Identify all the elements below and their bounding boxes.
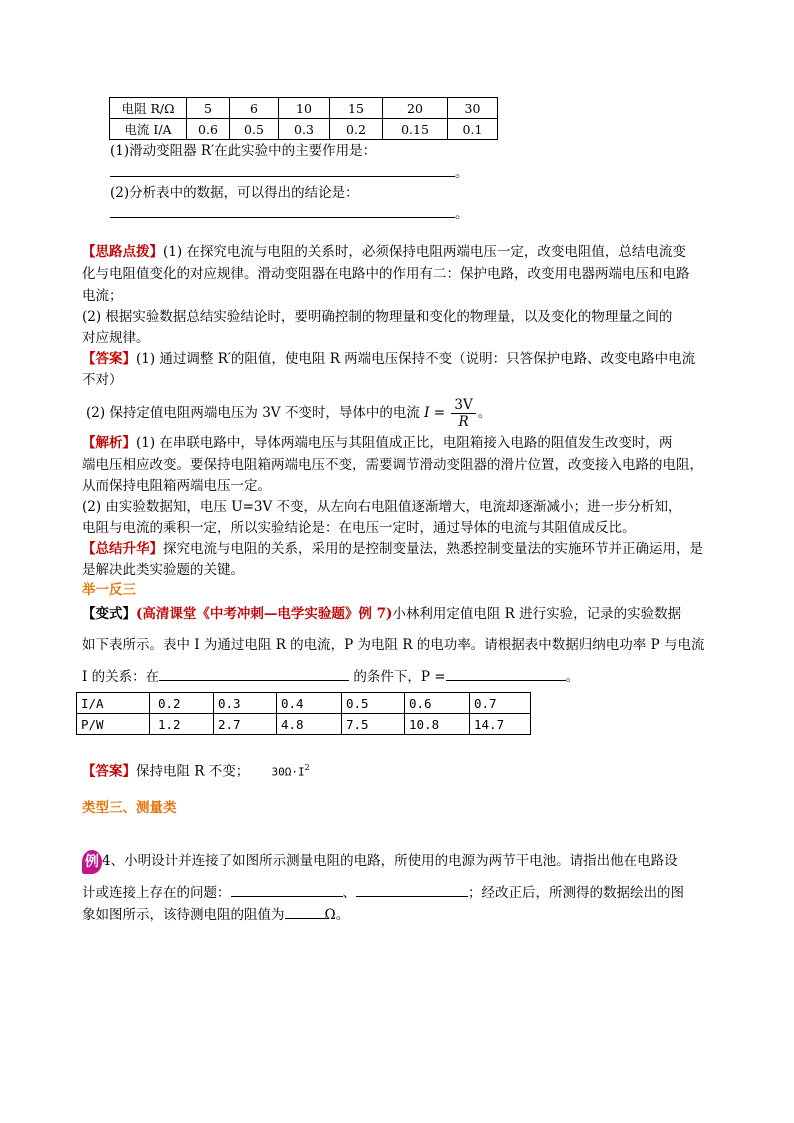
answer-tag: 【答案】 [82, 351, 136, 367]
bianshi-line-1 [82, 604, 681, 624]
bianshi-text: 的条件下，P = [353, 669, 446, 685]
answer2-formula: 30Ω·I [271, 765, 305, 779]
silu-line-5: 对应规律。 [82, 330, 150, 346]
question-2: (2)分析表中的数据，可以得出的结论是： [110, 185, 359, 201]
silu-line-2: 化与电阻值变化的对应规律。滑动变阻器在电路中的作用有二：保护电路，改变用电器两端电压和电路 [82, 266, 690, 282]
table-cell: 4.8 [277, 714, 342, 735]
jiexi-tag: 【解析】 [82, 435, 136, 451]
table-cell: 7.5 [342, 714, 405, 735]
ex4-text: 计或连接上存在的问题： [82, 885, 231, 901]
table-cell: 电阻 R/Ω [110, 98, 187, 119]
formula-denominator: R [458, 414, 469, 430]
table-cell: 5 [187, 98, 230, 119]
bianshi-tag: 【变式】 [82, 606, 136, 622]
question-1: (1)滑动变阻器 R′在此实验中的主要作用是： [110, 143, 377, 159]
table-cell: 10 [279, 98, 330, 119]
table-cell: 0.1 [448, 119, 498, 140]
blank-line[interactable] [231, 882, 343, 897]
table-cell: 2.7 [214, 714, 277, 735]
table-row [110, 98, 498, 119]
jiexi-line-2: 端电压相应改变。要保持电阻箱两端电压不变，需要调节滑动变阻器的滑片位置，改变接入电路的电阻， [82, 457, 703, 473]
answer2-text: 保持电阻 R 不变； [136, 763, 250, 780]
answer1-text: (1) 通过调整 R′的阻值，使电阻 R 两端电压保持不变（说明：只答保护电路、改变电路中电流 [136, 351, 696, 367]
answer1-text: (2) 保持定值电阻两端电压为 3V 不变时，导体中的电流 [86, 405, 420, 421]
ex4-text: Ω。 [324, 907, 350, 923]
ex4-line-3 [82, 904, 349, 925]
table-cell: 6 [230, 98, 279, 119]
table-cell: 0.6 [405, 693, 470, 714]
table-cell: 0.5 [342, 693, 405, 714]
bianshi-text: I 的关系：在 [82, 669, 160, 685]
table-row [77, 714, 531, 735]
type3-heading: 类型三、测量类 [82, 800, 177, 816]
bianshi-text: 小林利用定值电阻 R 进行实验，记录的实验数据 [392, 606, 682, 622]
answer2-exponent: 2 [304, 763, 310, 772]
silu-line-1 [82, 242, 686, 262]
silu-text: (1) 在探究电流与电阻的关系时，必须保持电阻两端电压一定，改变电阻值，总结电流变 [163, 244, 686, 260]
current-power-table [76, 692, 531, 735]
bianshi-source: (高清课堂《中考冲刺—电学实验题》例 7) [136, 606, 393, 622]
answer1-line-1 [82, 349, 695, 369]
table-cell: 0.4 [277, 693, 342, 714]
resistance-current-table [109, 97, 498, 140]
ex4-line-2 [82, 882, 684, 903]
table-cell: 0.7 [470, 693, 531, 714]
jiexi-line-1 [82, 433, 672, 453]
ex4-text: ；经改正后，所测得的数据绘出的图 [468, 885, 684, 901]
blank-line[interactable] [110, 203, 455, 218]
period: 。 [477, 405, 492, 421]
table-cell: 0.6 [187, 119, 230, 140]
ex4-text: 象如图所示，该待测电阻的阻值为 [82, 907, 285, 923]
table-cell: 0.15 [383, 119, 448, 140]
blank-line[interactable] [356, 882, 468, 897]
blank-line[interactable] [110, 162, 455, 177]
jiexi-line-3: 从而保持电阻箱两端电压一定。 [82, 478, 271, 494]
answer-blank-1 [110, 162, 469, 183]
answer-tag: 【答案】 [82, 763, 136, 780]
formula-numerator: 3V [451, 397, 475, 414]
table-cell: 14.7 [470, 714, 531, 735]
table-cell: 1.2 [150, 714, 214, 735]
zongjie-line-2: 是解决此类实验题的关键。 [82, 562, 244, 578]
answer2-line [82, 758, 310, 783]
period: 。 [455, 206, 469, 222]
answer-blank-2 [110, 203, 469, 224]
jiexi-line-4: (2) 由实验数据知，电压 U=3V 不变，从左向右电阻值逐渐增大，电流却逐渐减小；进一步分析知， [82, 499, 682, 515]
jiexi-line-5: 电阻与电流的乘积一定，所以实验结论是：在电压一定时，通过导体的电流与其阻值成反比。 [82, 520, 636, 536]
table-cell: I/A [77, 693, 150, 714]
zongjie-text: 探究电流与电阻的关系，采用的是控制变量法，熟悉控制变量法的实施环节并正确运用，是 [163, 541, 703, 557]
period: 。 [565, 669, 580, 685]
current-formula [451, 397, 475, 430]
example-badge-icon: 例 [82, 850, 102, 874]
table-cell: 15 [330, 98, 383, 119]
section-jyfs: 举一反三 [82, 582, 136, 598]
table-cell: 30 [448, 98, 498, 119]
period: 。 [455, 165, 469, 181]
blank-line[interactable] [446, 666, 566, 681]
table-cell: 0.3 [214, 693, 277, 714]
table-cell: 0.3 [279, 119, 330, 140]
bianshi-line-3 [82, 666, 579, 687]
silu-line-4: (2) 根据实验数据总结实验结论时，要明确控制的物理量和变化的物理量，以及变化的物理量之间的 [82, 309, 673, 325]
table-cell: 0.2 [150, 693, 214, 714]
zongjie-line-1 [82, 539, 703, 559]
ex4-line-1 [82, 848, 678, 874]
table-row [77, 693, 531, 714]
table-row [110, 119, 498, 140]
zongjie-tag: 【总结升华】 [82, 541, 163, 557]
formula-lhs: I = [424, 405, 446, 421]
bianshi-line-2: 如下表所示。表中 I 为通过电阻 R 的电流，P 为电阻 R 的电功率。请根据表中数据归纳电功率 P 与电流 [82, 637, 705, 653]
table-cell: 0.5 [230, 119, 279, 140]
silu-line-3: 电流； [82, 288, 123, 304]
table-cell: 20 [383, 98, 448, 119]
table-cell: 10.8 [405, 714, 470, 735]
table-cell: 电流 I/A [110, 119, 187, 140]
blank-line[interactable] [285, 904, 325, 919]
table-cell: 0.2 [330, 119, 383, 140]
jiexi-text: (1) 在串联电路中，导体两端电压与其阻值成正比，电阻箱接入电路的阻值发生改变时，两 [136, 435, 673, 451]
silu-tag: 【思路点拨】 [82, 244, 163, 260]
blank-line[interactable] [159, 666, 349, 681]
ex4-text: 4、小明设计并连接了如图所示测量电阻的电路，所使用的电源为两节干电池。请指出他在电路设 [102, 853, 678, 869]
answer1-line-3 [86, 396, 491, 430]
ex4-text: 、 [342, 885, 356, 901]
answer1-line-2: 不对） [82, 372, 123, 388]
table-cell: P/W [77, 714, 150, 735]
